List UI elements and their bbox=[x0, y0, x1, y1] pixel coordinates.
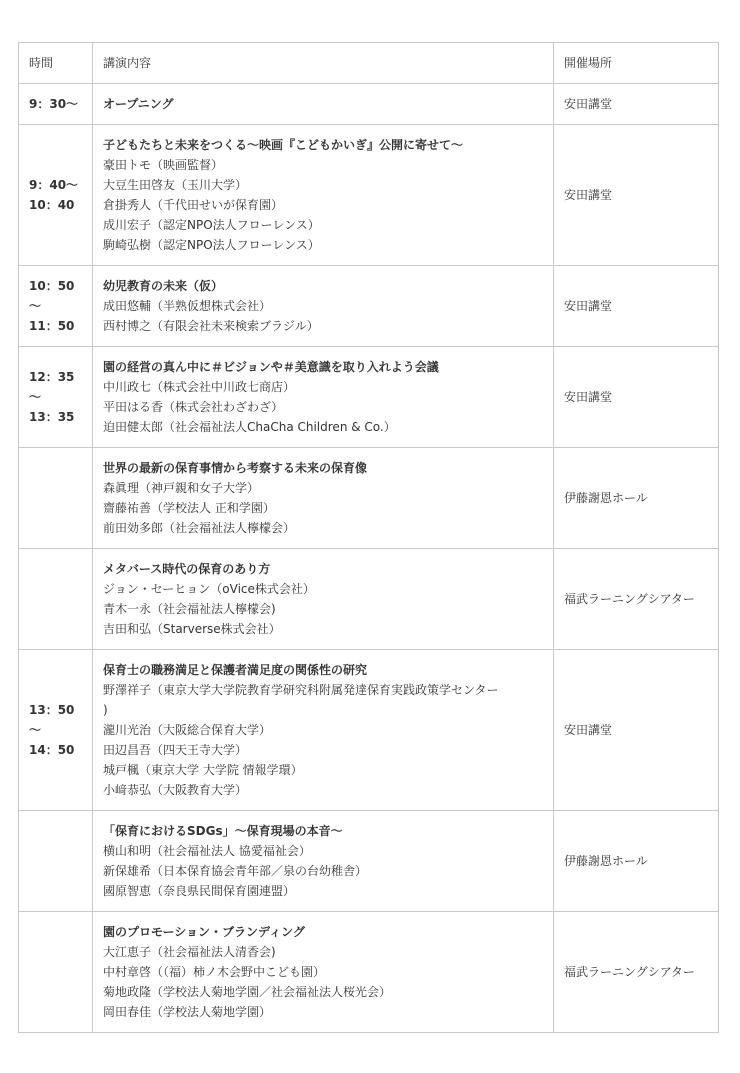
content-cell bbox=[93, 125, 554, 266]
speaker-name: 小﨑恭弘（大阪教育大学） bbox=[103, 783, 248, 797]
content-cell bbox=[93, 84, 554, 125]
table-row bbox=[19, 347, 719, 448]
speaker-name: ) bbox=[103, 703, 108, 717]
table-row bbox=[19, 84, 719, 125]
header-venue: 開催場所 bbox=[554, 43, 719, 84]
table-row bbox=[19, 650, 719, 811]
speaker-name: 中川政七（株式会社中川政七商店） bbox=[103, 380, 296, 394]
content-cell bbox=[93, 549, 554, 650]
content-cell bbox=[93, 266, 554, 347]
time-cell bbox=[19, 84, 93, 125]
speaker-name: ジョン・セーヒョン（oVice株式会社） bbox=[103, 582, 315, 596]
time-text: 10：50 bbox=[29, 279, 75, 293]
session-title: 世界の最新の保育事情から考察する未来の保育像 bbox=[103, 461, 368, 475]
speaker-name: 豪田トモ（映画監督） bbox=[103, 158, 224, 172]
table-row bbox=[19, 125, 719, 266]
table-row bbox=[19, 549, 719, 650]
speaker-name: 駒崎弘樹（認定NPO法人フローレンス） bbox=[103, 238, 320, 252]
speaker-name: 大江恵子（社会福祉法人清香会) bbox=[103, 945, 276, 959]
venue-cell: 伊藤謝恩ホール bbox=[554, 448, 719, 549]
speaker-name: 前田効多郎（社会福祉法人檸檬会） bbox=[103, 521, 296, 535]
time-text: 12：35 bbox=[29, 370, 75, 384]
header-time: 時間 bbox=[19, 43, 93, 84]
speaker-name: 成田悠輔（半熟仮想株式会社） bbox=[103, 299, 272, 313]
time-text: 13：50 bbox=[29, 703, 75, 717]
time-cell bbox=[19, 549, 93, 650]
venue-cell: 伊藤謝恩ホール bbox=[554, 811, 719, 912]
time-text: 9：30〜 bbox=[29, 97, 79, 111]
table-row bbox=[19, 912, 719, 1033]
content-cell bbox=[93, 347, 554, 448]
time-cell bbox=[19, 347, 93, 448]
speaker-name: 新保雄希（日本保育協会青年部／泉の台幼稚舎） bbox=[103, 864, 368, 878]
session-title: 幼児教育の未来（仮） bbox=[103, 279, 224, 293]
speaker-name: 菊地政隆（学校法人菊地学園／社会福祉法人桜光会） bbox=[103, 985, 392, 999]
schedule-body bbox=[19, 84, 719, 1033]
time-text: 10：40 bbox=[29, 198, 75, 212]
session-title: 園のプロモーション・ブランディング bbox=[103, 925, 305, 939]
time-text: 〜 bbox=[29, 299, 42, 313]
session-title: オープニング bbox=[103, 97, 174, 111]
speaker-name: 吉田和弘（Starverse株式会社） bbox=[103, 622, 281, 636]
venue-cell: 安田講堂 bbox=[554, 650, 719, 811]
time-text: 14：50 bbox=[29, 743, 75, 757]
speaker-name: 國原智恵（奈良県民間保育園連盟） bbox=[103, 884, 296, 898]
time-cell bbox=[19, 125, 93, 266]
time-text: 〜 bbox=[29, 723, 42, 737]
session-title: 「保育におけるSDGs」〜保育現場の本音〜 bbox=[103, 824, 343, 838]
speaker-name: 森眞理（神戸親和女子大学） bbox=[103, 481, 260, 495]
session-title: 保育士の職務満足と保護者満足度の関係性の研究 bbox=[103, 663, 368, 677]
speaker-name: 野澤祥子（東京大学大学院教育学研究科附属発達保育実践政策学センター bbox=[103, 683, 499, 697]
time-text: 〜 bbox=[29, 390, 42, 404]
speaker-name: 田辺昌吾（四天王寺大学） bbox=[103, 743, 248, 757]
speaker-name: 横山和明（社会福祉法人 協愛福祉会） bbox=[103, 844, 311, 858]
venue-cell: 安田講堂 bbox=[554, 125, 719, 266]
time-text: 13：35 bbox=[29, 410, 75, 424]
session-title: 子どもたちと未来をつくる〜映画『こどもかいぎ』公開に寄せて〜 bbox=[103, 138, 464, 152]
time-cell bbox=[19, 650, 93, 811]
time-cell bbox=[19, 266, 93, 347]
content-cell bbox=[93, 448, 554, 549]
speaker-name: 西村博之（有限会社未来検索ブラジル） bbox=[103, 319, 319, 333]
venue-cell: 福武ラーニングシアター bbox=[554, 549, 719, 650]
header-content: 講演内容 bbox=[93, 43, 554, 84]
schedule-table bbox=[18, 42, 719, 1033]
time-cell bbox=[19, 448, 93, 549]
content-cell bbox=[93, 811, 554, 912]
speaker-name: 青木一永（社会福祉法人檸檬会) bbox=[103, 602, 276, 616]
table-row bbox=[19, 811, 719, 912]
content-cell bbox=[93, 650, 554, 811]
speaker-name: 城戸楓（東京大学 大学院 情報学環） bbox=[103, 763, 303, 777]
time-text: 11：50 bbox=[29, 319, 75, 333]
time-text: 9：40〜 bbox=[29, 178, 79, 192]
speaker-name: 平田はる香（株式会社わざわざ） bbox=[103, 400, 284, 414]
header-row bbox=[19, 43, 719, 84]
schedule-container bbox=[18, 42, 718, 1033]
speaker-name: 瀧川光治（大阪総合保育大学） bbox=[103, 723, 272, 737]
venue-cell: 安田講堂 bbox=[554, 347, 719, 448]
speaker-name: 中村章啓（（福）柿ノ木会野中こども園） bbox=[103, 965, 326, 979]
speaker-name: 迫田健太郎（社会福祉法人ChaCha Children & Co.） bbox=[103, 420, 396, 434]
speaker-name: 大豆生田啓友（玉川大学） bbox=[103, 178, 248, 192]
session-title: 園の経営の真ん中に＃ビジョンや＃美意識を取り入れよう会議 bbox=[103, 360, 439, 374]
speaker-name: 齋藤祐善（学校法人 正和学園） bbox=[103, 501, 275, 515]
time-cell bbox=[19, 811, 93, 912]
speaker-name: 倉掛秀人（千代田せいが保育園） bbox=[103, 198, 284, 212]
content-cell bbox=[93, 912, 554, 1033]
speaker-name: 成川宏子（認定NPO法人フローレンス） bbox=[103, 218, 320, 232]
speaker-name: 岡田春佳（学校法人菊地学園） bbox=[103, 1005, 272, 1019]
venue-cell: 福武ラーニングシアター bbox=[554, 912, 719, 1033]
session-title: メタバース時代の保育のあり方 bbox=[103, 562, 271, 576]
time-cell bbox=[19, 912, 93, 1033]
venue-cell: 安田講堂 bbox=[554, 266, 719, 347]
venue-cell: 安田講堂 bbox=[554, 84, 719, 125]
table-row bbox=[19, 448, 719, 549]
table-row bbox=[19, 266, 719, 347]
